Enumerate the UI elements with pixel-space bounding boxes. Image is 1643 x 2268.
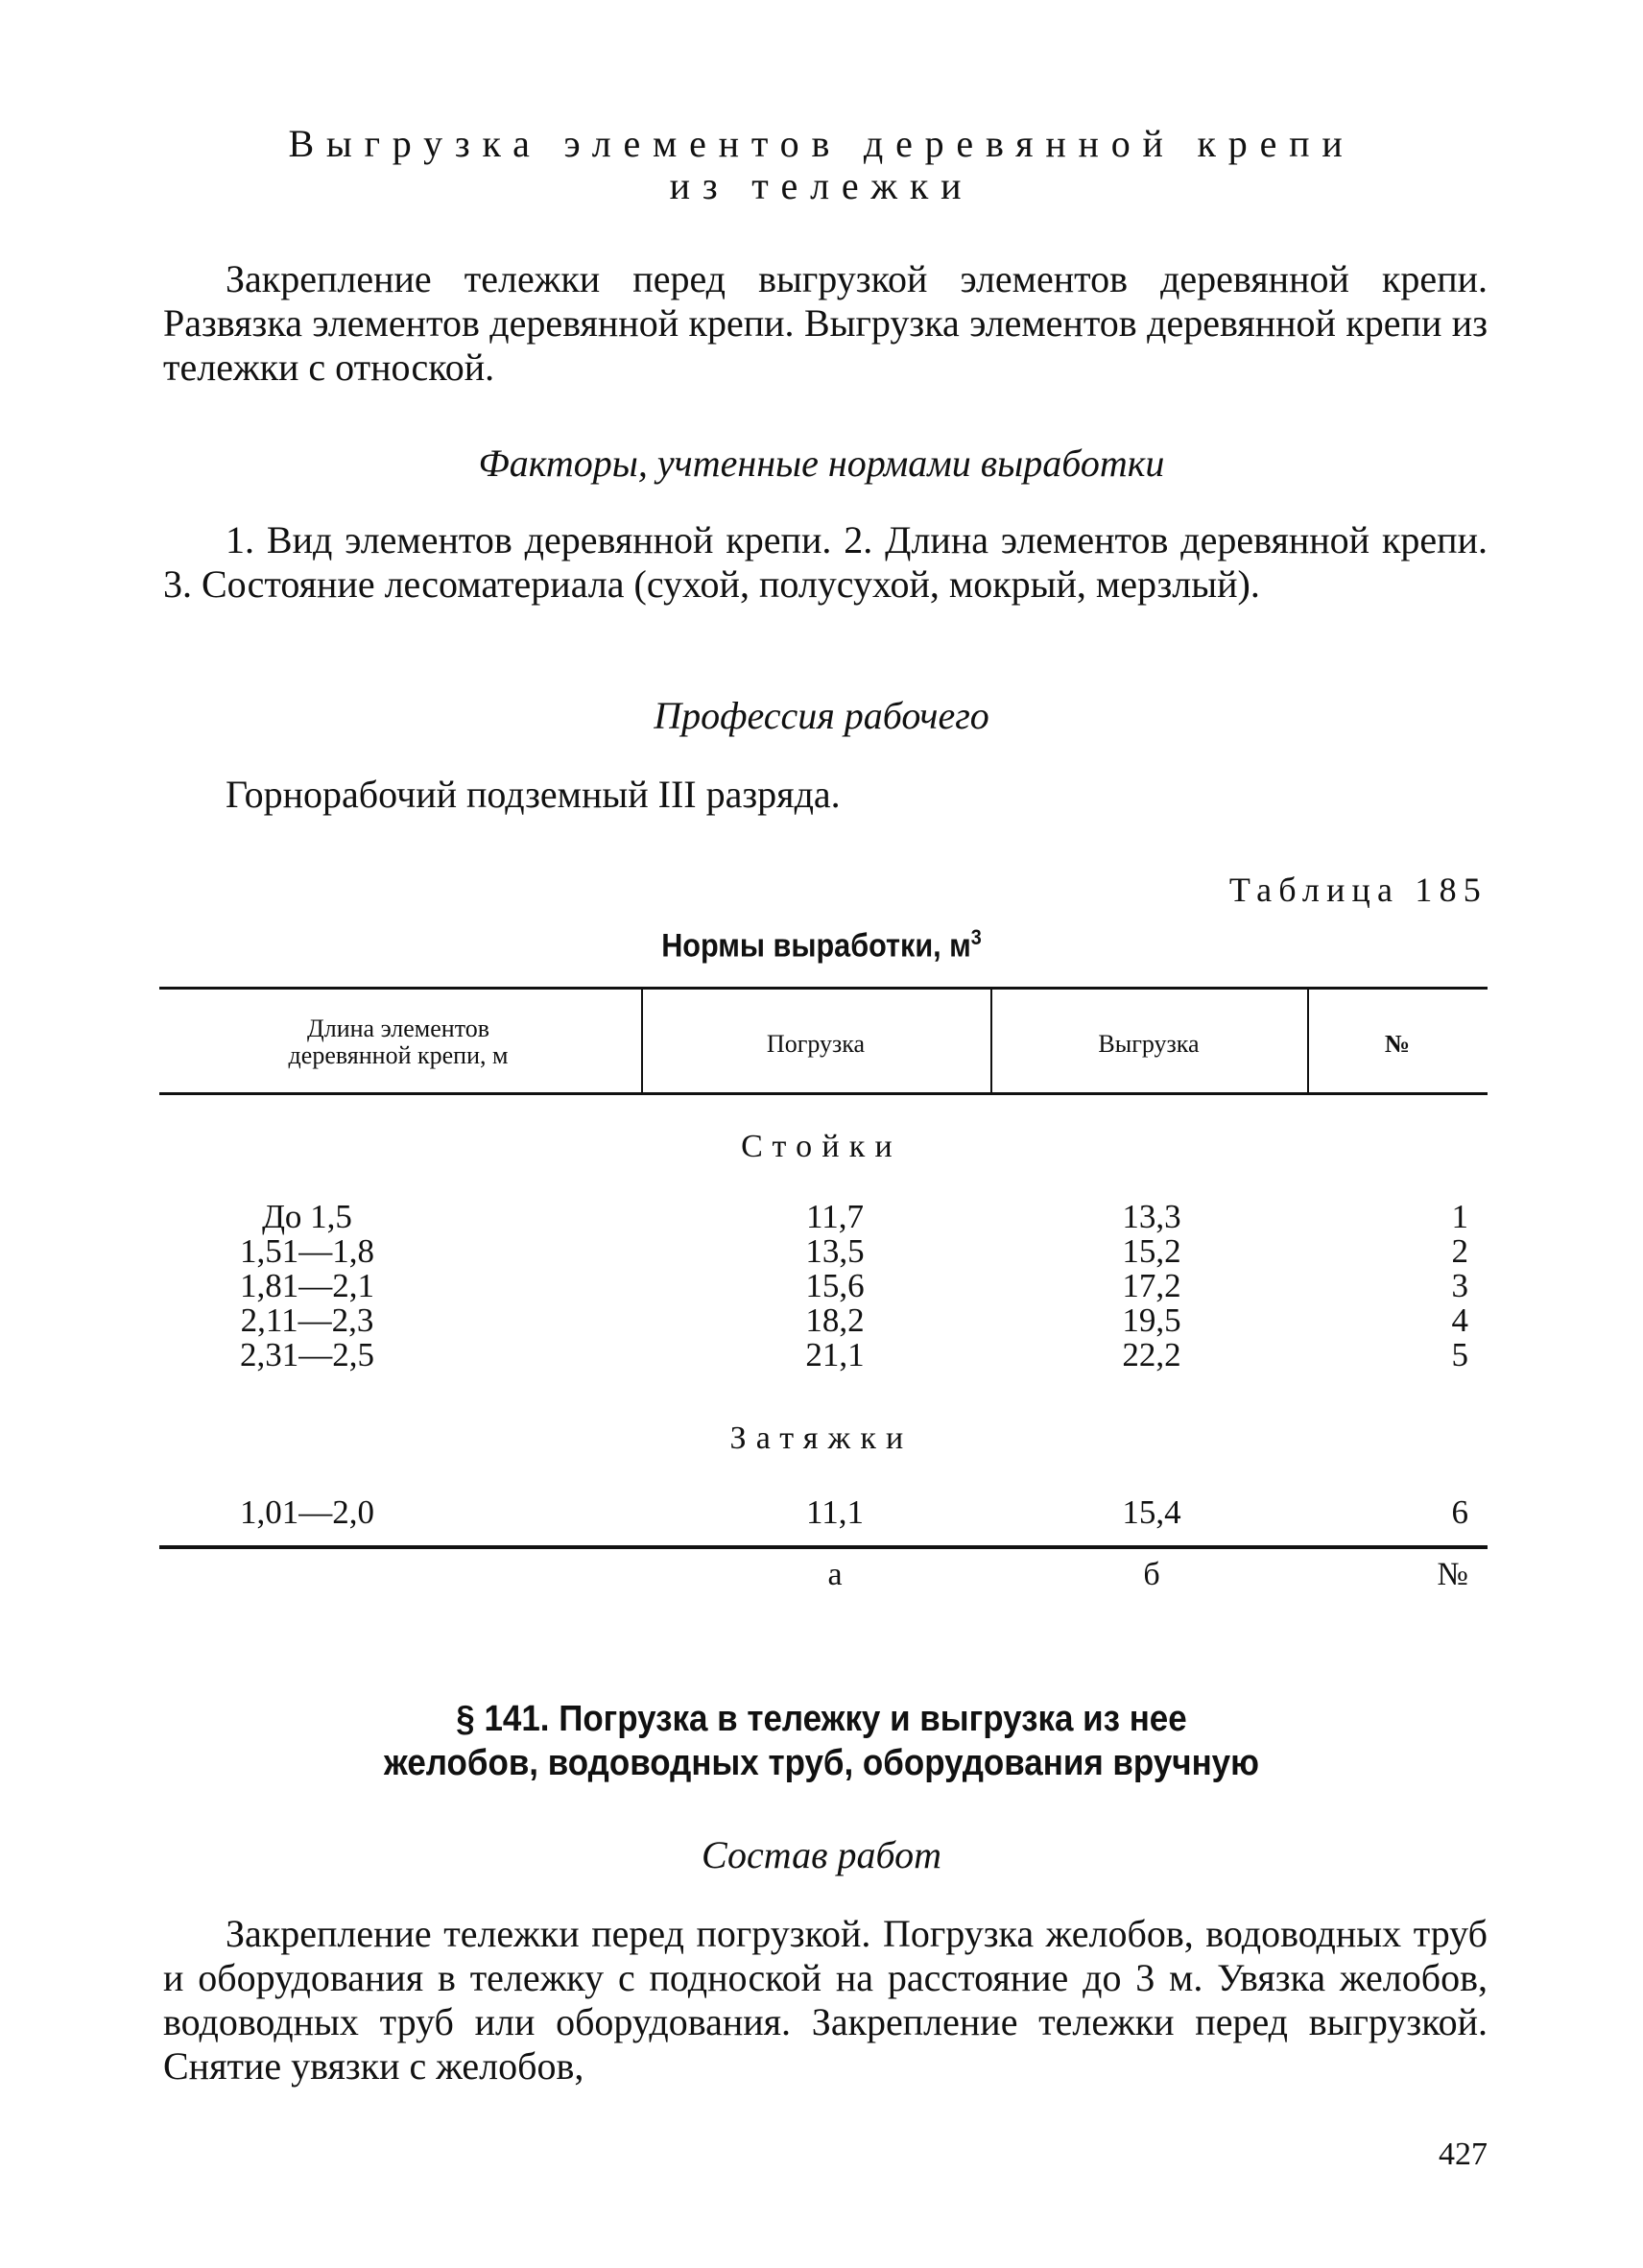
cell-number: 2 [1451, 1232, 1468, 1270]
section-subtitle: Состав работ [702, 1833, 941, 1876]
cell-length: 1,51—1,8 [240, 1232, 374, 1270]
profession-title: Профессия рабочего [654, 694, 989, 737]
heading-line-2: из тележки [669, 164, 974, 207]
table-col-divider-2 [990, 989, 992, 1092]
header-load: Погрузка [766, 1030, 866, 1058]
table-top-rule [159, 987, 1488, 990]
factors-text: 1. Вид элементов деревянной крепи. 2. Длина элементов деревянной крепи. 3. Состояние лесоматериала (сухой, полусухой, мокрый, мерзлый). [163, 518, 1488, 606]
cell-load: 11,7 [806, 1198, 864, 1235]
section-text: Закрепление тележки перед погрузкой. Погрузка желобов, водоводных труб и оборудования в тележку с подноской на расстояние до 3 м. Увязка желобов, водоводных труб или оборудования. Закрепление тележки перед выгрузкой. Снятие увязки с желобов, [163, 1912, 1488, 2088]
cell-number: 1 [1451, 1198, 1468, 1235]
profession-text: Горнорабочий подземный III разряда. [226, 773, 841, 816]
heading-line-1: Выгрузка элементов деревянной крепи [288, 122, 1355, 165]
cell-load: 11,1 [806, 1493, 864, 1531]
cell-number: 5 [1451, 1336, 1468, 1373]
cell-load: 15,6 [805, 1267, 865, 1304]
footer-col-b: б [1143, 1557, 1160, 1592]
group-zatyazhki-title: Затяжки [729, 1420, 914, 1456]
cell-length: 1,81—2,1 [240, 1267, 374, 1304]
cell-load: 13,5 [805, 1232, 865, 1270]
header-length-line-1: Длина элементов [307, 1015, 489, 1042]
group-stoyki-title: Стойки [741, 1129, 902, 1164]
intro-paragraph: Закрепление тележки перед выгрузкой элементов деревянной крепи. Развязка элементов деревянной крепи. Выгрузка элементов деревянной крепи из тележки с отноской. [163, 257, 1488, 389]
section-heading-line-2: желобов, водоводных труб, оборудования вручную [383, 1743, 1259, 1783]
table-bottom-rule [159, 1545, 1488, 1549]
cell-unload: 15,2 [1122, 1232, 1181, 1270]
cell-load: 21,1 [805, 1336, 865, 1373]
cell-length: 2,31—2,5 [240, 1336, 374, 1373]
header-number: № [1384, 1030, 1411, 1058]
table-header-rule [159, 1092, 1488, 1095]
cell-length: 2,11—2,3 [240, 1301, 374, 1339]
cell-unload: 17,2 [1122, 1267, 1181, 1304]
cell-unload: 22,2 [1122, 1336, 1181, 1373]
cell-length: До 1,5 [262, 1198, 352, 1235]
cell-load: 18,2 [805, 1301, 865, 1339]
cell-number: 4 [1451, 1301, 1468, 1339]
footer-col-a: а [827, 1557, 843, 1592]
header-unload: Выгрузка [1098, 1030, 1200, 1058]
table-title-unit: 3 [970, 925, 982, 949]
footer-col-number: № [1437, 1557, 1468, 1592]
table-col-divider-1 [641, 989, 643, 1092]
factors-title: Факторы, учтенные нормами выработки [478, 442, 1165, 485]
table-title-text: Нормы выработки, м [661, 927, 971, 965]
table-col-divider-3 [1307, 989, 1309, 1092]
cell-number: 6 [1451, 1493, 1468, 1531]
cell-unload: 19,5 [1122, 1301, 1181, 1339]
cell-number: 3 [1451, 1267, 1468, 1304]
page-number: 427 [1439, 2137, 1488, 2172]
header-length-line-2: деревянной крепи, м [288, 1041, 509, 1069]
cell-unload: 15,4 [1122, 1493, 1181, 1531]
header-length [163, 1015, 633, 1069]
section-heading-line-1: § 141. Погрузка в тележку и выгрузка из нее [456, 1699, 1187, 1739]
table-label: Таблица 185 [1228, 871, 1488, 909]
cell-unload: 13,3 [1122, 1198, 1181, 1235]
cell-length: 1,01—2,0 [240, 1493, 374, 1531]
table-title [83, 925, 1561, 965]
